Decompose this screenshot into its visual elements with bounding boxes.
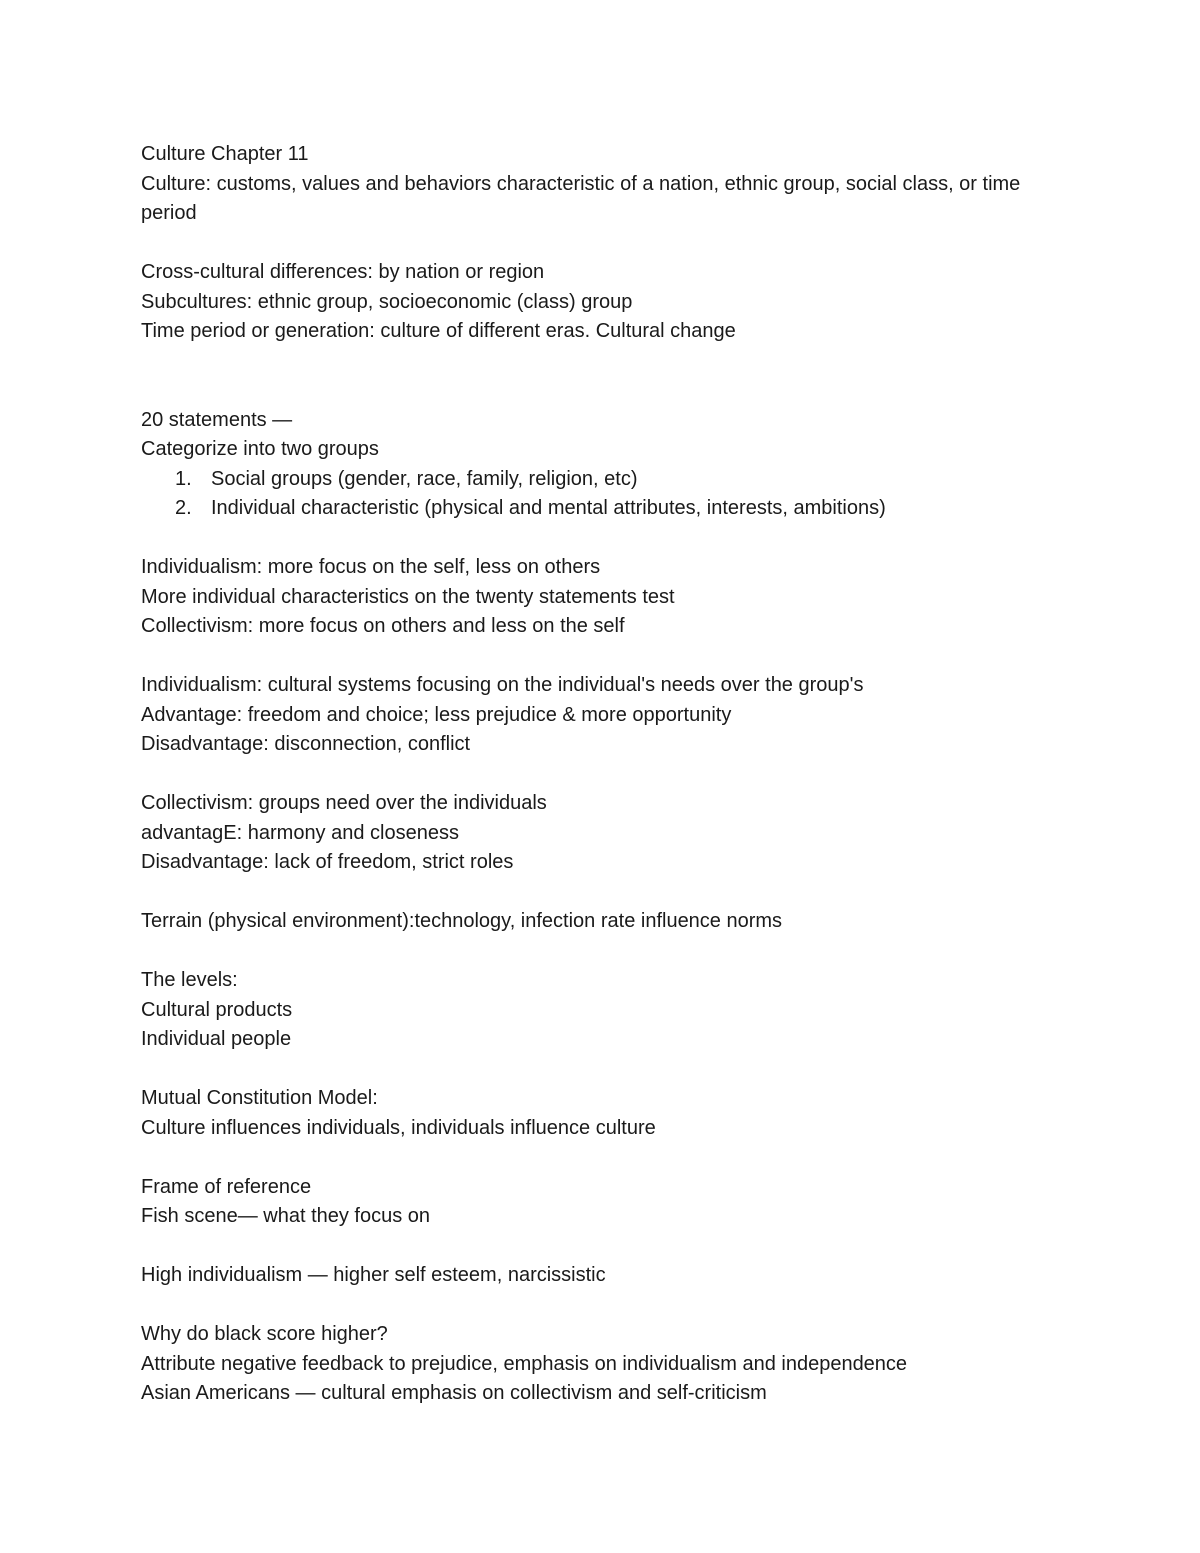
individualism-focus-line: Individualism: more focus on the self, less on others: [141, 556, 601, 578]
numbered-list: [141, 465, 1061, 524]
statements-line: 20 statements —: [141, 408, 293, 431]
culture-definition: Culture: customs, values and behaviors characteristic of a nation, ethnic group, social class, or time period: [141, 172, 1021, 224]
cross-cultural-line: Cross-cultural differences: by nation or region: [141, 261, 545, 283]
list-item: [141, 494, 1061, 524]
more-individual-line: More individual characteristics on the twenty statements test: [141, 585, 675, 608]
list-number: 1.: [175, 467, 192, 490]
collectivism-advantage: advantagE: harmony and closeness: [141, 821, 459, 844]
high-individualism-line: High individualism — higher self esteem, narcissistic: [141, 1264, 606, 1286]
subcultures-line: Subcultures: ethnic group, socioeconomic (class) group: [141, 290, 633, 313]
list-text: Individual characteristic (physical and mental attributes, interests, ambitions): [211, 497, 886, 519]
frame-of-reference: Frame of reference: [141, 1175, 312, 1198]
fish-scene-line: Fish scene— what they focus on: [141, 1205, 431, 1227]
attribute-line: Attribute negative feedback to prejudice, emphasis on individualism and independence: [141, 1352, 908, 1375]
individualism-definition: Individualism: cultural systems focusing on the individual's needs over the group's: [141, 674, 864, 696]
levels-heading: The levels:: [141, 969, 238, 991]
list-number: 2.: [175, 497, 192, 519]
levels-products: Cultural products: [141, 998, 293, 1021]
collectivism-definition: Collectivism: groups need over the individuals: [141, 792, 547, 814]
list-text: Social groups (gender, race, family, religion, etc): [211, 467, 638, 490]
collectivism-disadvantage: Disadvantage: lack of freedom, strict roles: [141, 851, 514, 873]
time-period-line: Time period or generation: culture of different eras. Cultural change: [141, 320, 736, 342]
levels-people: Individual people: [141, 1028, 292, 1050]
individualism-advantage: Advantage: freedom and choice; less prejudice & more opportunity: [141, 703, 732, 726]
terrain-line: Terrain (physical environment):technology, infection rate influence norms: [141, 910, 783, 932]
mutual-constitution-text: Culture influences individuals, individuals influence culture: [141, 1116, 656, 1139]
mutual-constitution-heading: Mutual Constitution Model:: [141, 1087, 378, 1109]
asian-americans-line: Asian Americans — cultural emphasis on collectivism and self-criticism: [141, 1382, 767, 1404]
categorize-line: Categorize into two groups: [141, 438, 379, 460]
document-page: [141, 140, 1061, 1409]
individualism-disadvantage: Disadvantage: disconnection, conflict: [141, 733, 471, 755]
why-question: Why do black score higher?: [141, 1323, 388, 1345]
collectivism-focus-line: Collectivism: more focus on others and less on the self: [141, 615, 625, 637]
list-item: [141, 465, 1061, 495]
document-title: Culture Chapter 11: [141, 143, 309, 165]
